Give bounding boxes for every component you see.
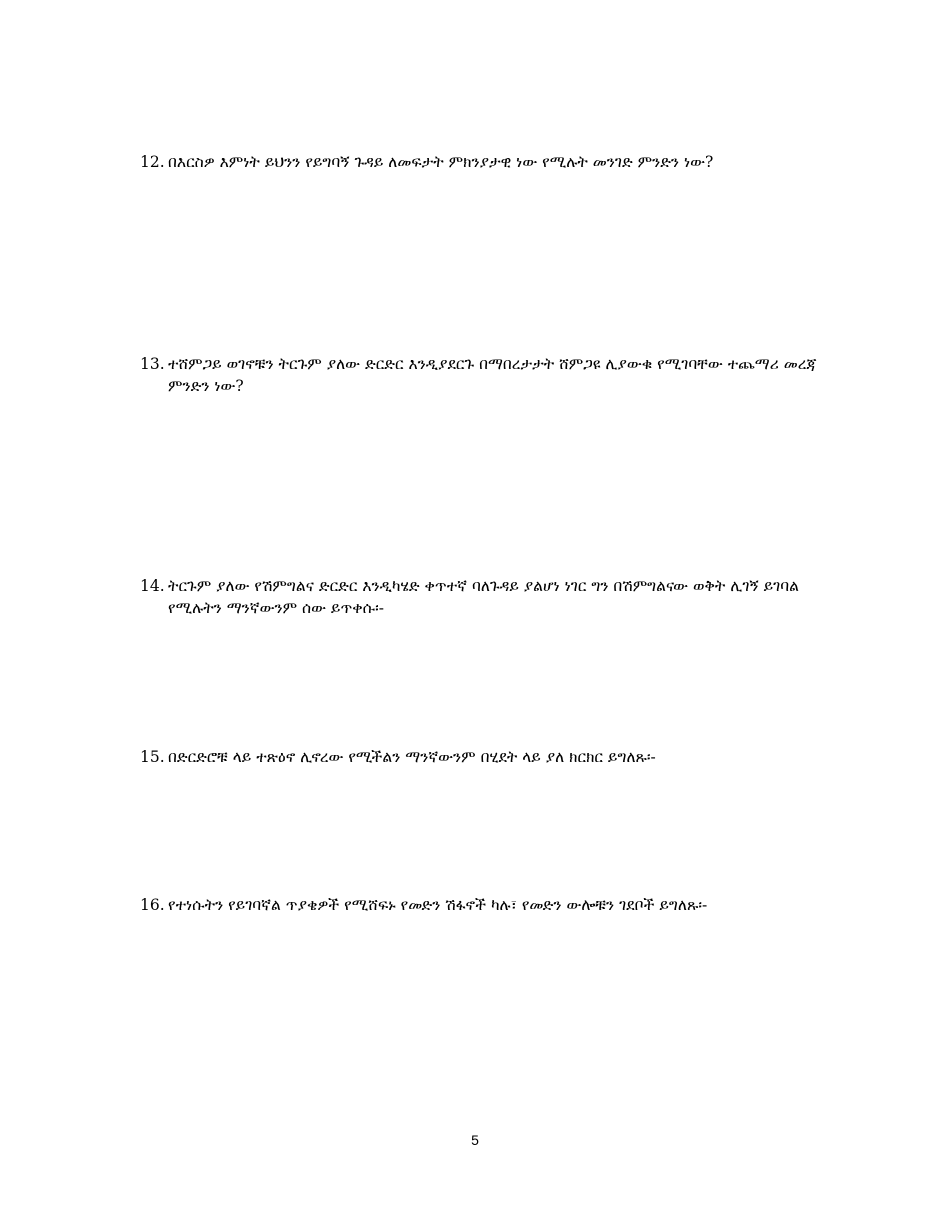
question-13 (140, 353, 830, 397)
question-text: በድርድሮቹ ላይ ተጽዕኖ ሊኖረው የሚችልን ማንኛውንም በሂደት ላይ ያለ ክርክር ይግለጹ፡- (168, 748, 656, 766)
page-number: 5 (471, 1132, 479, 1148)
question-14 (140, 575, 830, 619)
question-number: 16. (140, 896, 165, 914)
question-number: 14. (140, 577, 165, 595)
question-number: 12. (140, 153, 165, 171)
question-text: የተነሱትን የይገባኛል ጥያቄዎች የሚሸፍኑ የመድን ሽፋኖች ካሉ፣ የመድን ውሎቹን ገደቦች ይግለጹ፡- (168, 896, 708, 914)
question-number: 13. (140, 355, 165, 373)
question-number: 15. (140, 748, 165, 766)
question-text: ተሸምጋይ ወገኖቹን ትርጉም ያለው ድርድር እንዲያደርጉ በማበረታታት ሸምጋዩ ሊያውቁ የሚገባቸው ተጨማሪ መረጃ ምንድን ነው? (168, 355, 817, 395)
question-16 (140, 894, 830, 916)
question-15 (140, 746, 830, 768)
question-text: በእርስዎ እምነት ይህንን የይግባኝ ጉዳይ ለመፍታት ምክንያታዊ ነው የሚሉት መንገድ ምንድን ነው? (168, 153, 714, 171)
question-text: ትርጉም ያለው የሽምግልና ድርድር እንዲካሄድ ቀጥተኛ ባለጉዳይ ያልሆነ ነገር ግን በሽምግልናው ወቅት ሊገኝ ይገባል የሚሉትን ማንኛውንም ሰው ይጥቀሱ፡- (168, 577, 799, 617)
question-12 (140, 151, 830, 173)
